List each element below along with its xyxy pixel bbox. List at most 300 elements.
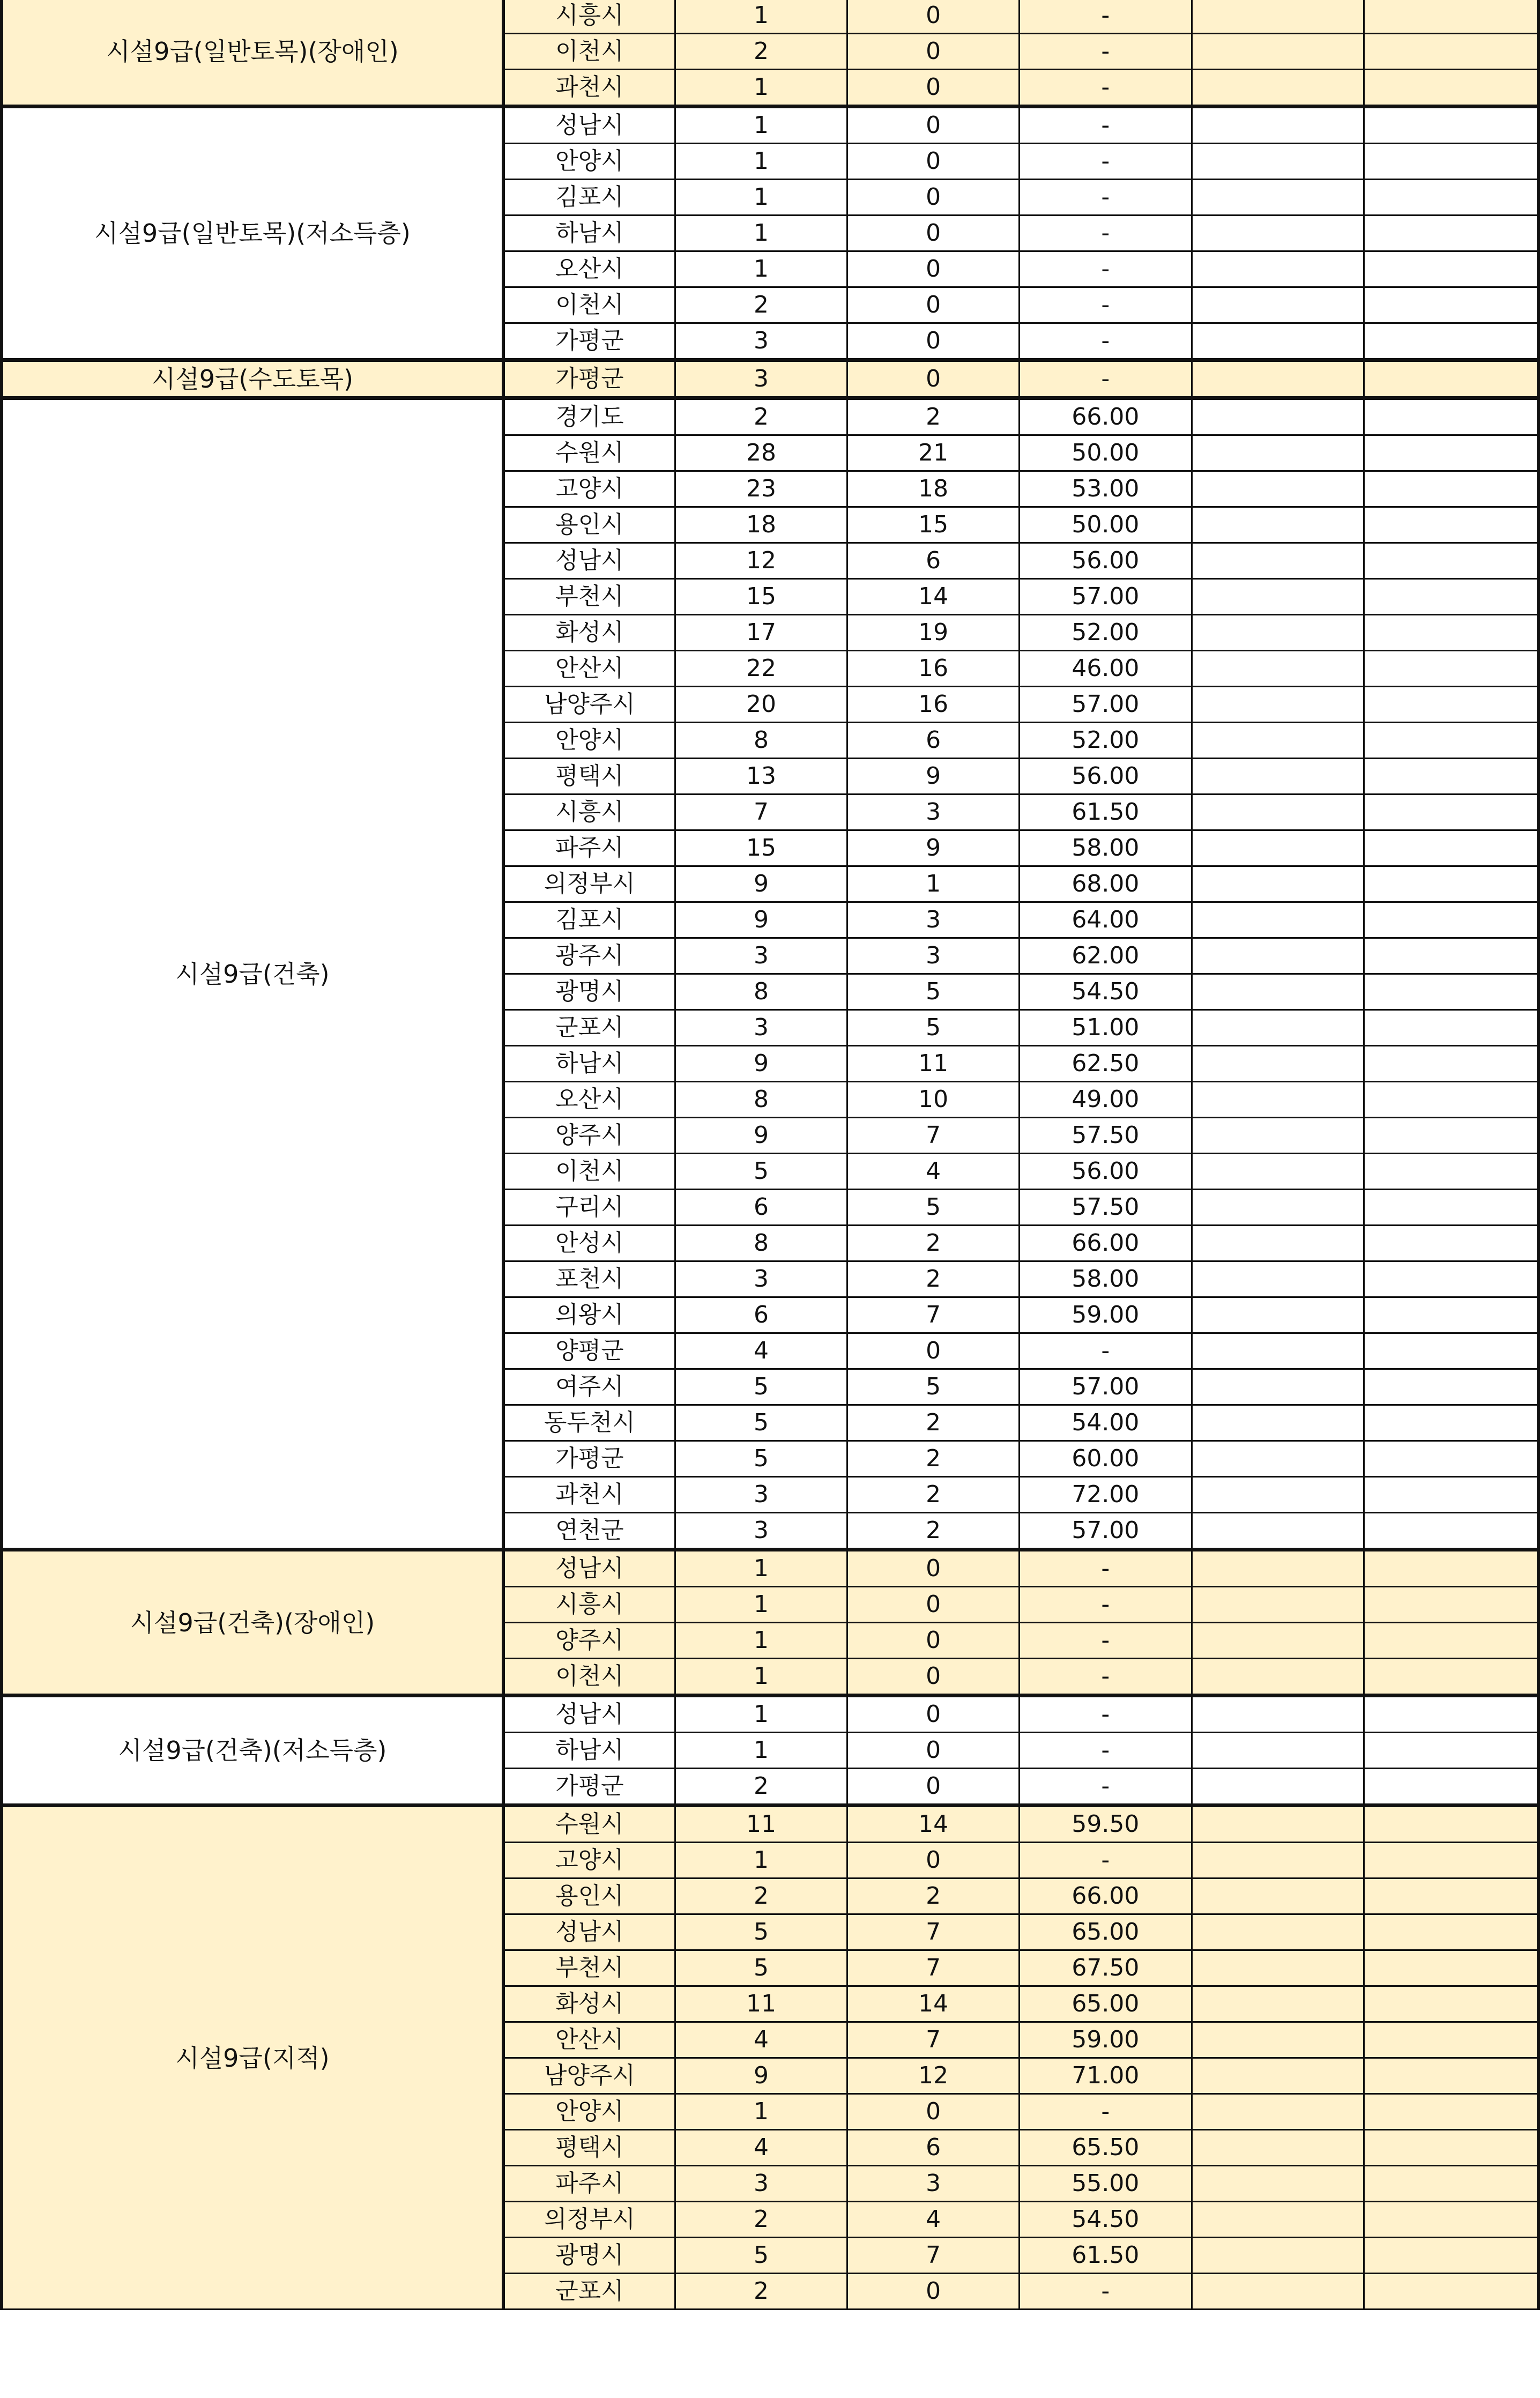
region-cell: 평택시 [503,759,675,795]
empty-cell [1364,902,1538,938]
count-b-cell: 21 [847,435,1020,471]
region-cell: 성남시 [503,1550,675,1587]
empty-cell [1192,1190,1364,1226]
score-cell: 54.50 [1020,2202,1192,2238]
region-cell: 구리시 [503,1190,675,1226]
empty-cell [1364,687,1538,723]
score-cell: 56.00 [1020,1154,1192,1190]
region-cell: 남양주시 [503,2058,675,2094]
table-row [2,398,1538,435]
region-cell: 과천시 [503,1477,675,1513]
empty-cell [1192,107,1364,144]
region-cell: 김포시 [503,180,675,216]
score-cell: - [1020,287,1192,323]
empty-cell [1364,1879,1538,1914]
count-a-cell: 8 [675,1226,847,1261]
score-cell: 62.50 [1020,1046,1192,1082]
count-b-cell: 0 [847,1550,1020,1587]
count-b-cell: 1 [847,866,1020,902]
count-b-cell: 0 [847,1696,1020,1733]
count-a-cell: 3 [675,1010,847,1046]
empty-cell [1192,1082,1364,1118]
empty-cell [1192,216,1364,251]
empty-cell [1192,723,1364,759]
empty-cell [1364,287,1538,323]
empty-cell [1192,435,1364,471]
empty-cell [1364,1769,1538,1806]
empty-cell [1364,1623,1538,1659]
empty-cell [1364,651,1538,687]
empty-cell [1364,1297,1538,1333]
score-cell: 57.00 [1020,687,1192,723]
empty-cell [1364,251,1538,287]
empty-cell [1364,70,1538,107]
region-cell: 광명시 [503,2238,675,2274]
region-cell: 오산시 [503,251,675,287]
empty-cell [1364,1010,1538,1046]
empty-cell [1364,1477,1538,1513]
count-a-cell: 6 [675,1297,847,1333]
empty-cell [1364,1950,1538,1986]
count-b-cell: 2 [847,1477,1020,1513]
empty-cell [1192,1696,1364,1733]
region-cell: 경기도 [503,398,675,435]
region-cell: 광주시 [503,938,675,974]
count-a-cell: 4 [675,1333,847,1369]
region-cell: 가평군 [503,360,675,398]
score-cell: 67.50 [1020,1950,1192,1986]
empty-cell [1364,974,1538,1010]
empty-cell [1192,1806,1364,1843]
count-b-cell: 4 [847,1154,1020,1190]
region-cell: 성남시 [503,543,675,579]
empty-cell [1364,1986,1538,2022]
score-cell: 68.00 [1020,866,1192,902]
region-cell: 이천시 [503,1659,675,1696]
count-a-cell: 23 [675,471,847,507]
empty-cell [1364,1190,1538,1226]
empty-cell [1364,180,1538,216]
table-row [2,1550,1538,1587]
empty-cell [1364,1587,1538,1623]
count-a-cell: 18 [675,507,847,543]
region-cell: 안양시 [503,144,675,180]
count-a-cell: 2 [675,287,847,323]
empty-cell [1364,2130,1538,2166]
empty-cell [1364,1046,1538,1082]
region-cell: 평택시 [503,2130,675,2166]
empty-cell [1364,2238,1538,2274]
empty-cell [1192,471,1364,507]
count-b-cell: 0 [847,216,1020,251]
region-cell: 이천시 [503,34,675,70]
count-b-cell: 0 [847,323,1020,360]
count-b-cell: 6 [847,2130,1020,2166]
score-cell: - [1020,1696,1192,1733]
empty-cell [1192,70,1364,107]
region-cell: 이천시 [503,1154,675,1190]
score-cell: 53.00 [1020,471,1192,507]
score-cell: 72.00 [1020,1477,1192,1513]
empty-cell [1192,323,1364,360]
count-a-cell: 13 [675,759,847,795]
region-cell: 동두천시 [503,1405,675,1441]
region-cell: 용인시 [503,507,675,543]
count-b-cell: 3 [847,2166,1020,2202]
empty-cell [1192,507,1364,543]
empty-cell [1192,1733,1364,1769]
count-a-cell: 1 [675,107,847,144]
score-cell: 57.00 [1020,579,1192,615]
empty-cell [1192,1405,1364,1441]
count-b-cell: 7 [847,1118,1020,1154]
region-cell: 고양시 [503,471,675,507]
count-a-cell: 1 [675,70,847,107]
count-b-cell: 3 [847,795,1020,830]
empty-cell [1364,471,1538,507]
empty-cell [1192,2094,1364,2130]
count-b-cell: 0 [847,0,1020,34]
empty-cell [1192,251,1364,287]
count-a-cell: 11 [675,1806,847,1843]
count-a-cell: 1 [675,216,847,251]
count-a-cell: 8 [675,1082,847,1118]
score-cell: 46.00 [1020,651,1192,687]
count-a-cell: 5 [675,1441,847,1477]
count-b-cell: 6 [847,723,1020,759]
score-cell: 55.00 [1020,2166,1192,2202]
category-cell: 시설9급(일반토목)(저소득층) [2,107,503,360]
score-cell: 60.00 [1020,1441,1192,1477]
count-b-cell: 0 [847,287,1020,323]
score-cell: - [1020,70,1192,107]
count-a-cell: 1 [675,1733,847,1769]
count-a-cell: 20 [675,687,847,723]
count-b-cell: 14 [847,579,1020,615]
empty-cell [1192,974,1364,1010]
region-cell: 오산시 [503,1082,675,1118]
region-cell: 수원시 [503,1806,675,1843]
score-cell: 61.50 [1020,795,1192,830]
score-cell: 58.00 [1020,1261,1192,1297]
count-a-cell: 7 [675,795,847,830]
count-b-cell: 7 [847,1950,1020,1986]
score-cell: 56.00 [1020,759,1192,795]
count-a-cell: 3 [675,360,847,398]
count-a-cell: 5 [675,1914,847,1950]
region-cell: 가평군 [503,1441,675,1477]
empty-cell [1192,1010,1364,1046]
score-cell: 57.50 [1020,1118,1192,1154]
empty-cell [1192,34,1364,70]
count-a-cell: 17 [675,615,847,651]
count-b-cell: 11 [847,1046,1020,1082]
count-b-cell: 0 [847,1769,1020,1806]
count-a-cell: 8 [675,974,847,1010]
count-a-cell: 2 [675,1879,847,1914]
empty-cell [1364,1550,1538,1587]
count-a-cell: 1 [675,1550,847,1587]
count-b-cell: 2 [847,1879,1020,1914]
table-row [2,360,1538,398]
score-cell: - [1020,0,1192,34]
region-cell: 연천군 [503,1513,675,1550]
region-cell: 파주시 [503,2166,675,2202]
empty-cell [1364,398,1538,435]
empty-cell [1364,1154,1538,1190]
count-a-cell: 5 [675,1154,847,1190]
score-cell: 57.00 [1020,1369,1192,1405]
count-a-cell: 5 [675,1369,847,1405]
empty-cell [1364,1369,1538,1405]
score-cell: - [1020,1587,1192,1623]
empty-cell [1364,1405,1538,1441]
empty-cell [1364,1914,1538,1950]
count-b-cell: 7 [847,1914,1020,1950]
count-a-cell: 2 [675,2202,847,2238]
count-a-cell: 28 [675,435,847,471]
empty-cell [1364,216,1538,251]
score-cell: 57.00 [1020,1513,1192,1550]
count-b-cell: 16 [847,651,1020,687]
count-b-cell: 14 [847,1806,1020,1843]
empty-cell [1192,1950,1364,1986]
region-cell: 김포시 [503,902,675,938]
score-cell: - [1020,1733,1192,1769]
count-b-cell: 0 [847,2274,1020,2310]
region-cell: 성남시 [503,1696,675,1733]
count-b-cell: 14 [847,1986,1020,2022]
score-cell: 54.00 [1020,1405,1192,1441]
empty-cell [1364,34,1538,70]
region-cell: 하남시 [503,1733,675,1769]
score-cell: 61.50 [1020,2238,1192,2274]
region-cell: 남양주시 [503,687,675,723]
empty-cell [1364,1226,1538,1261]
score-cell: 52.00 [1020,723,1192,759]
count-a-cell: 9 [675,902,847,938]
empty-cell [1192,1046,1364,1082]
count-a-cell: 5 [675,2238,847,2274]
score-cell: 49.00 [1020,1082,1192,1118]
empty-cell [1192,1369,1364,1405]
count-a-cell: 11 [675,1986,847,2022]
empty-cell [1364,1659,1538,1696]
empty-cell [1192,1261,1364,1297]
count-a-cell: 1 [675,1587,847,1623]
score-cell: 66.00 [1020,398,1192,435]
score-cell: 54.50 [1020,974,1192,1010]
empty-cell [1192,1333,1364,1369]
empty-cell [1192,1154,1364,1190]
score-cell: 59.00 [1020,2022,1192,2058]
region-cell: 안산시 [503,651,675,687]
score-cell: - [1020,144,1192,180]
count-a-cell: 9 [675,1046,847,1082]
table-body [2,0,1538,2310]
count-a-cell: 3 [675,323,847,360]
count-b-cell: 5 [847,1190,1020,1226]
count-b-cell: 0 [847,1733,1020,1769]
empty-cell [1192,2022,1364,2058]
empty-cell [1364,144,1538,180]
empty-cell [1364,1441,1538,1477]
region-cell: 부천시 [503,579,675,615]
count-a-cell: 5 [675,1950,847,1986]
empty-cell [1364,1733,1538,1769]
empty-cell [1192,1587,1364,1623]
score-cell: 62.00 [1020,938,1192,974]
count-b-cell: 0 [847,2094,1020,2130]
count-b-cell: 0 [847,360,1020,398]
category-cell: 시설9급(일반토목)(장애인) [2,0,503,107]
count-a-cell: 2 [675,398,847,435]
empty-cell [1192,1441,1364,1477]
score-cell: - [1020,1333,1192,1369]
score-cell: - [1020,1550,1192,1587]
count-b-cell: 2 [847,1405,1020,1441]
count-a-cell: 8 [675,723,847,759]
empty-cell [1364,2022,1538,2058]
score-cell: - [1020,1659,1192,1696]
region-cell: 의왕시 [503,1297,675,1333]
count-b-cell: 5 [847,1369,1020,1405]
count-b-cell: 10 [847,1082,1020,1118]
table-row [2,1696,1538,1733]
empty-cell [1364,2202,1538,2238]
region-cell: 용인시 [503,1879,675,1914]
count-a-cell: 4 [675,2130,847,2166]
empty-cell [1192,398,1364,435]
region-cell: 시흥시 [503,1587,675,1623]
empty-cell [1192,1513,1364,1550]
region-cell: 하남시 [503,216,675,251]
count-a-cell: 1 [675,1843,847,1879]
empty-cell [1364,1333,1538,1369]
count-b-cell: 9 [847,759,1020,795]
score-cell: - [1020,107,1192,144]
count-a-cell: 3 [675,1513,847,1550]
empty-cell [1364,323,1538,360]
score-cell: - [1020,2274,1192,2310]
empty-cell [1192,1297,1364,1333]
score-cell: 58.00 [1020,830,1192,866]
empty-cell [1364,2166,1538,2202]
score-cell: 64.00 [1020,902,1192,938]
empty-cell [1364,2058,1538,2094]
count-b-cell: 7 [847,2238,1020,2274]
empty-cell [1192,579,1364,615]
empty-cell [1192,543,1364,579]
count-a-cell: 2 [675,2274,847,2310]
count-a-cell: 1 [675,2094,847,2130]
region-cell: 여주시 [503,1369,675,1405]
region-cell: 양주시 [503,1623,675,1659]
count-b-cell: 5 [847,1010,1020,1046]
count-a-cell: 1 [675,1696,847,1733]
region-cell: 포천시 [503,1261,675,1297]
score-cell: 65.50 [1020,2130,1192,2166]
category-cell: 시설9급(지적) [2,1806,503,2310]
empty-cell [1364,1513,1538,1550]
empty-cell [1192,1550,1364,1587]
region-cell: 성남시 [503,1914,675,1950]
count-a-cell: 1 [675,144,847,180]
empty-cell [1192,795,1364,830]
region-cell: 과천시 [503,70,675,107]
score-cell: 59.50 [1020,1806,1192,1843]
count-b-cell: 4 [847,2202,1020,2238]
count-b-cell: 5 [847,974,1020,1010]
score-cell: 52.00 [1020,615,1192,651]
empty-cell [1192,2274,1364,2310]
empty-cell [1192,687,1364,723]
count-b-cell: 0 [847,251,1020,287]
score-cell: 50.00 [1020,435,1192,471]
count-b-cell: 12 [847,2058,1020,2094]
empty-cell [1192,830,1364,866]
count-a-cell: 9 [675,866,847,902]
score-cell: - [1020,1623,1192,1659]
empty-cell [1192,866,1364,902]
count-b-cell: 0 [847,34,1020,70]
score-cell: - [1020,323,1192,360]
empty-cell [1192,287,1364,323]
score-cell: 71.00 [1020,2058,1192,2094]
count-b-cell: 19 [847,615,1020,651]
empty-cell [1192,1769,1364,1806]
empty-cell [1364,1696,1538,1733]
count-b-cell: 0 [847,70,1020,107]
region-cell: 시흥시 [503,0,675,34]
empty-cell [1364,107,1538,144]
empty-cell [1192,2166,1364,2202]
region-cell: 안산시 [503,2022,675,2058]
count-b-cell: 0 [847,1587,1020,1623]
count-a-cell: 2 [675,34,847,70]
count-b-cell: 2 [847,1513,1020,1550]
empty-cell [1192,938,1364,974]
count-a-cell: 15 [675,830,847,866]
region-cell: 안양시 [503,2094,675,2130]
empty-cell [1364,1806,1538,1843]
score-cell: - [1020,2094,1192,2130]
empty-cell [1192,0,1364,34]
table-row [2,0,1538,34]
count-a-cell: 1 [675,0,847,34]
count-a-cell: 1 [675,251,847,287]
empty-cell [1364,2094,1538,2130]
region-cell: 광명시 [503,974,675,1010]
empty-cell [1364,866,1538,902]
count-b-cell: 0 [847,1333,1020,1369]
count-a-cell: 6 [675,1190,847,1226]
empty-cell [1364,830,1538,866]
count-b-cell: 18 [847,471,1020,507]
region-cell: 이천시 [503,287,675,323]
count-a-cell: 9 [675,1118,847,1154]
category-cell: 시설9급(건축) [2,398,503,1550]
region-cell: 부천시 [503,1950,675,1986]
count-b-cell: 7 [847,1297,1020,1333]
empty-cell [1364,435,1538,471]
region-cell: 고양시 [503,1843,675,1879]
region-cell: 의정부시 [503,2202,675,2238]
count-b-cell: 2 [847,398,1020,435]
category-cell: 시설9급(수도토목) [2,360,503,398]
empty-cell [1192,2058,1364,2094]
score-cell: 65.00 [1020,1914,1192,1950]
